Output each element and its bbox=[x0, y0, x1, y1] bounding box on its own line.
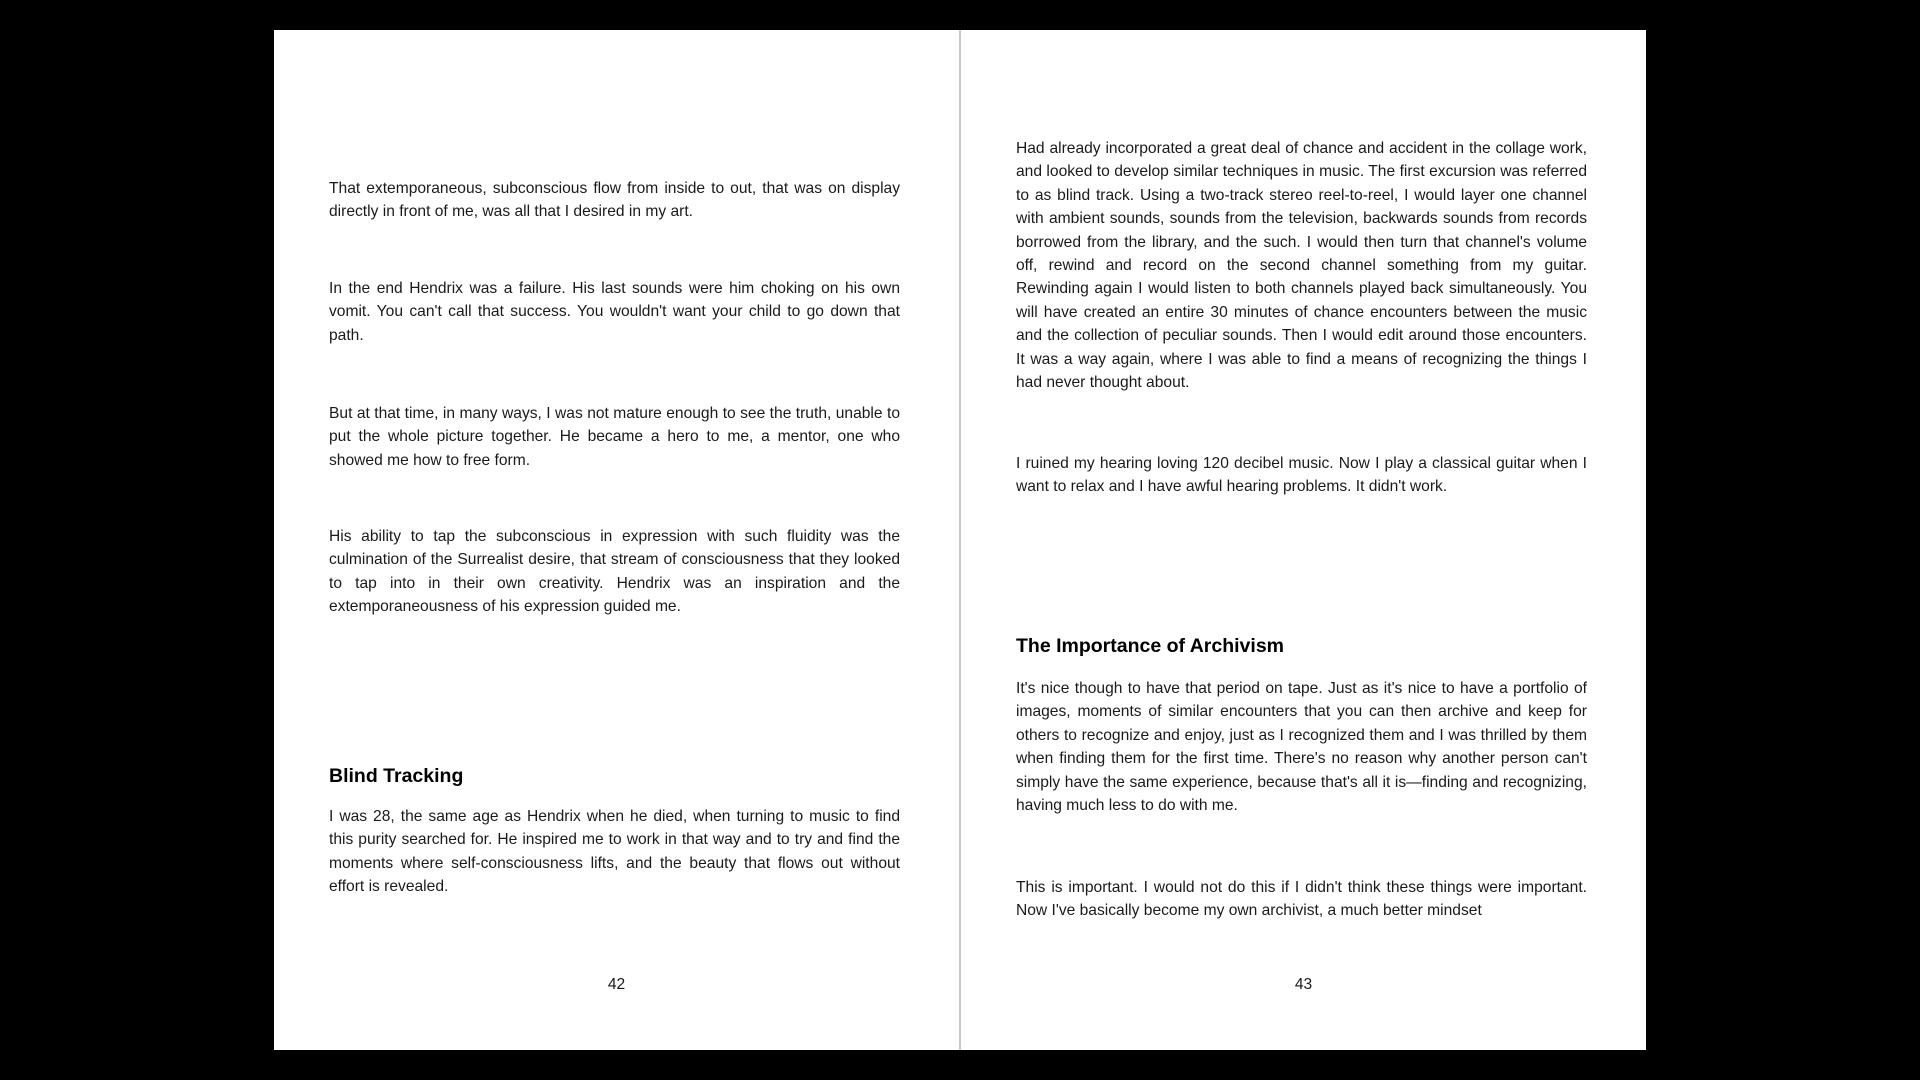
paragraph: But at that time, in many ways, I was not mature enough to see the truth, unable to put the whole picture together. He became a hero to me, a mentor, one who showed me how to free form. bbox=[329, 405, 900, 469]
paragraph: His ability to tap the subconscious in expression with such fluidity was the culmination of the Surrealist desire, that stream of consciousness that they looked to tap into in their own creativity. Hendrix was an inspiration and the extemporaneousness of his expression guided me. bbox=[329, 528, 900, 616]
paragraph: It's nice though to have that period on tape. Just as it's nice to have a portfolio of images, moments of similar encounters that you can then archive and keep for others to recognize and enjoy, just as I recognized them and I was thrilled by them when finding them for the first time. There's no reason why another person can't simply have the same experience, because that's all it is—finding and recognizing, having much less to do with me. bbox=[1016, 680, 1587, 815]
paragraph: That extemporaneous, subconscious flow from inside to out, that was on display directly in front of me, was all that I desired in my art. bbox=[329, 180, 900, 221]
left-page bbox=[274, 30, 959, 1050]
paragraph: Had already incorporated a great deal of chance and accident in the collage work, and looked to develop similar techniques in music. The first excursion was referred to as blind track. Using a two-track stereo reel-to-reel, I would layer one channel with ambient sounds, sounds from the television, backwards sounds from records borrowed from the library, and the such. I would then turn that channel's volume off, rewind and record on the second channel something from my guitar. Rewinding again I would listen to both channels played back simultaneously. You will have created an entire 30 minutes of chance encounters between the music and the collection of peculiar sounds. Then I would edit around those encounters. It was a way again, where I was able to find a means of recognizing the things I had never thought about. bbox=[1016, 140, 1587, 392]
paragraph: I ruined my hearing loving 120 decibel music. Now I play a classical guitar when I want to relax and I have awful hearing problems. It didn't work. bbox=[1016, 455, 1587, 496]
book-spread bbox=[274, 30, 1646, 1050]
section-heading: The Importance of Archivism bbox=[1016, 635, 1285, 657]
right-page bbox=[961, 30, 1646, 1050]
section-heading: Blind Tracking bbox=[329, 765, 464, 787]
paragraph: In the end Hendrix was a failure. His last sounds were him choking on his own vomit. You can't call that success. You wouldn't want your child to go down that path. bbox=[329, 280, 900, 344]
page-number: 42 bbox=[607, 976, 626, 993]
paragraph: I was 28, the same age as Hendrix when he died, when turning to music to find this purity searched for. He inspired me to work in that way and to try and find the moments where self-consciousness lifts, and the beauty that flows out without effort is revealed. bbox=[329, 808, 900, 896]
paragraph: This is important. I would not do this if I didn't think these things were important. Now I've basically become my own archivist, a much better mindset bbox=[1016, 879, 1587, 920]
page-number: 43 bbox=[1294, 976, 1313, 993]
